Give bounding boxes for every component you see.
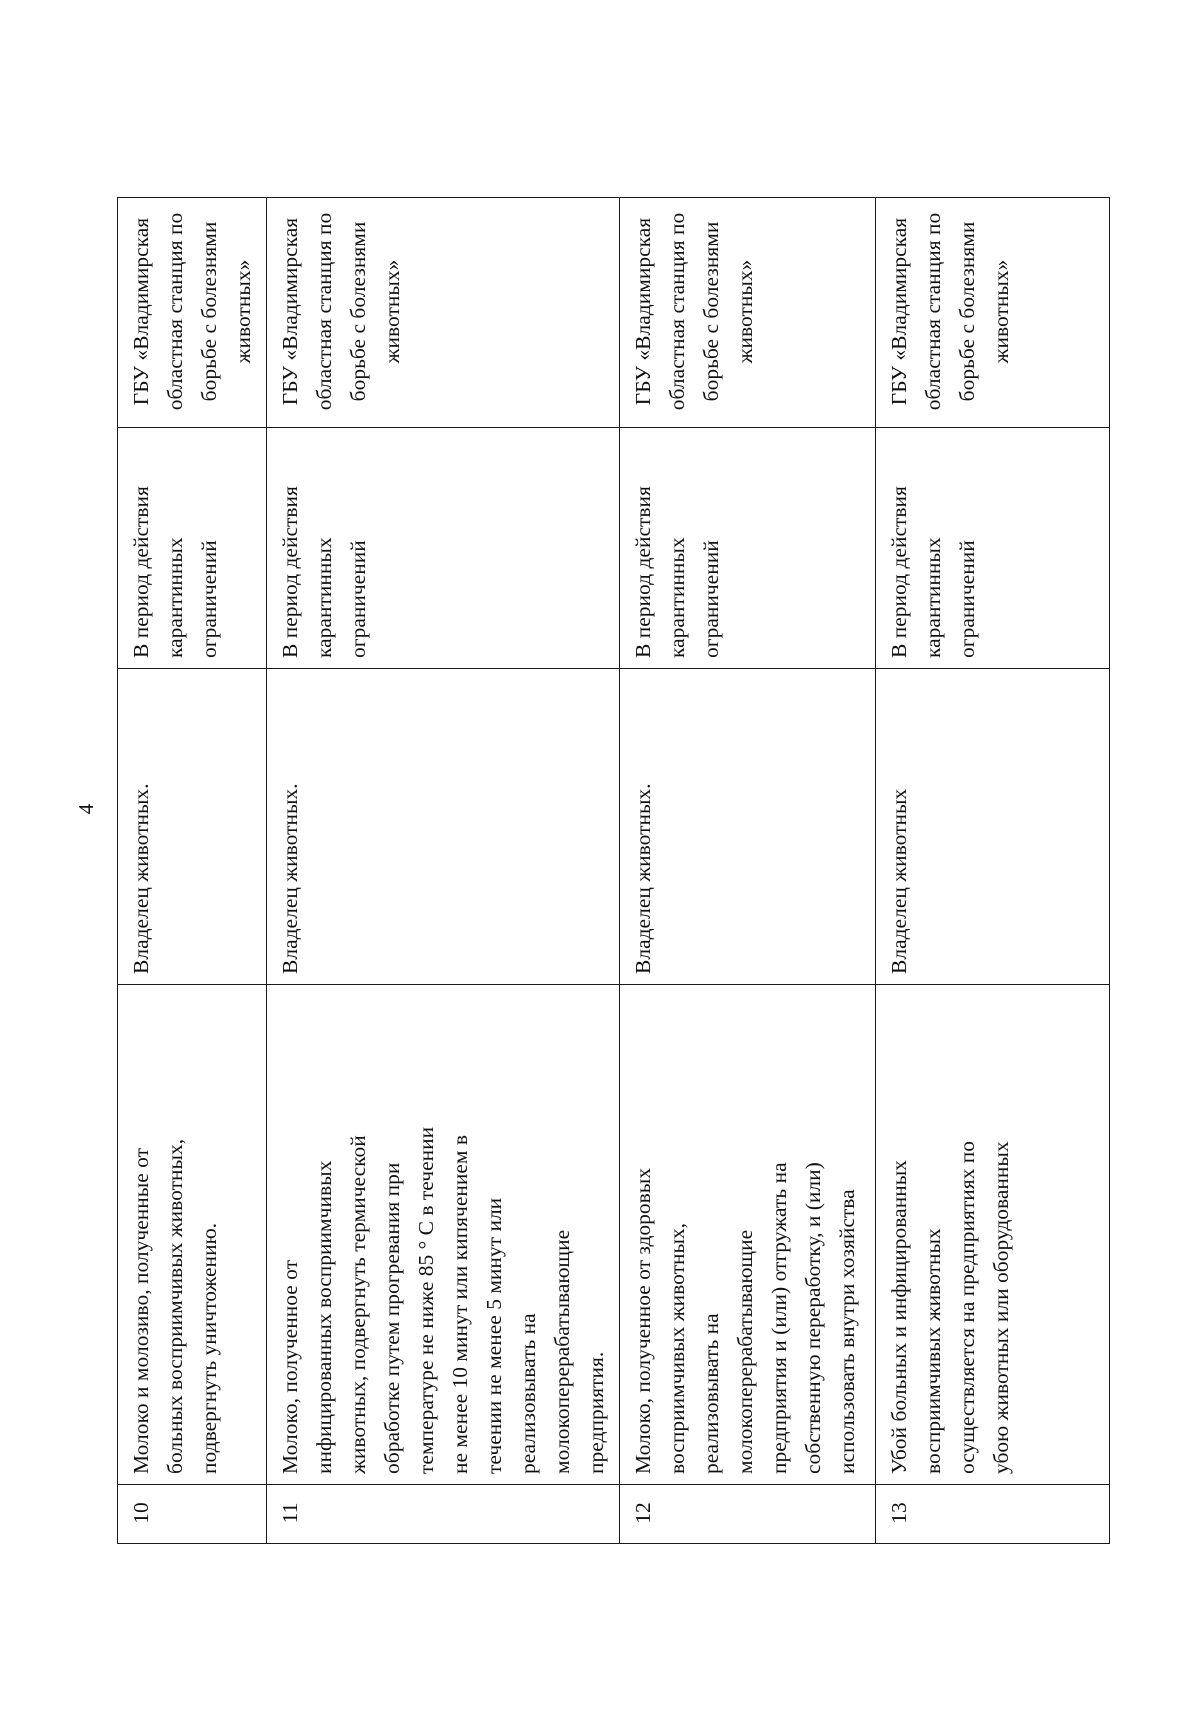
- measure-text: Молоко и молозиво, полученные от больных восприимчивых животных, подвергнуть уничтожению.: [129, 1138, 221, 1474]
- measure-cell: [876, 985, 1110, 1485]
- organization-cell: [620, 198, 876, 428]
- period-text: В период действия карантинных ограничений: [129, 486, 221, 658]
- row-number: 10: [118, 1485, 267, 1544]
- responsible-text: Владелец животных.: [278, 783, 302, 974]
- measure-text: Молоко, полученное от здоровых восприимчивых животных, реализовывать на молокоперерабатывающие предприятия и (или) отгружать на собственную переработку, и (или) использовать внутри хозяйства: [631, 1162, 859, 1474]
- period-text: В период действия карантинных ограничений: [887, 486, 979, 658]
- responsible-text: Владелец животных: [887, 788, 911, 974]
- organization-cell: [267, 198, 620, 428]
- table-row: [876, 198, 1110, 1544]
- table-row: [267, 198, 620, 1544]
- organization-text: ГБУ «Владимирская областная станция по борьбе с болезнями животных»: [887, 212, 1013, 411]
- measure-text: Убой больных и инфицированных восприимчивых животных осуществляется на предприятиях по убою животных или оборудованных: [887, 1140, 1013, 1474]
- period-text: В период действия карантинных ограничений: [631, 486, 723, 658]
- responsible-cell: [267, 669, 620, 985]
- responsible-text: Владелец животных.: [631, 783, 655, 974]
- organization-cell: [876, 198, 1110, 428]
- measure-text: Молоко, полученное от инфицированных восприимчивых животных, подвергнуть термической обработке путем прогревания при температуре не ниже 85 ° С в течении не менее 10 минут или кипячением в течении не менее 5 минут или реализовывать на молокоперерабатывающие предприятия.: [278, 1126, 608, 1474]
- row-number: 11: [267, 1485, 620, 1544]
- period-cell: [267, 428, 620, 669]
- measure-cell: [267, 985, 620, 1485]
- measure-cell: [118, 985, 267, 1485]
- row-number: 13: [876, 1485, 1110, 1544]
- organization-text: ГБУ «Владимирская областная станция по борьбе с болезнями животных»: [129, 212, 255, 411]
- responsible-cell: [620, 669, 876, 985]
- page-number: 4: [74, 803, 98, 815]
- responsible-cell: [118, 669, 267, 985]
- measure-cell: [620, 985, 876, 1485]
- period-cell: [118, 428, 267, 669]
- organization-text: ГБУ «Владимирская областная станция по борьбе с болезнями животных»: [278, 212, 404, 411]
- period-cell: [620, 428, 876, 669]
- responsible-text: Владелец животных.: [129, 783, 153, 974]
- row-number: 12: [620, 1485, 876, 1544]
- period-text: В период действия карантинных ограничений: [278, 486, 370, 658]
- period-cell: [876, 428, 1110, 669]
- rotated-table-container: [117, 198, 1103, 1544]
- organization-text: ГБУ «Владимирская областная станция по борьбе с болезнями животных»: [631, 212, 757, 411]
- organization-cell: [118, 198, 267, 428]
- measures-table: [117, 197, 1110, 1544]
- responsible-cell: [876, 669, 1110, 985]
- table-row: [620, 198, 876, 1544]
- table-row: [118, 198, 267, 1544]
